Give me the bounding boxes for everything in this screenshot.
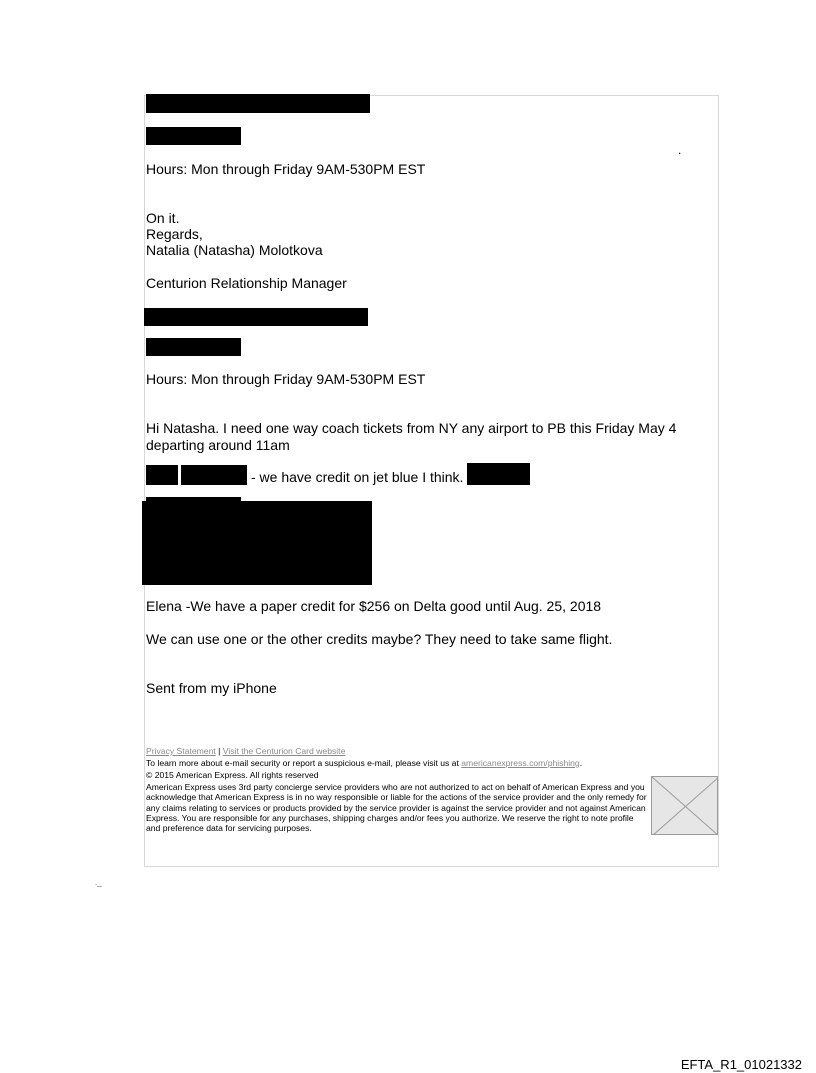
credit-note: - we have credit on jet blue I think. bbox=[251, 469, 464, 485]
credits-question: We can use one or the other credits maybe? They need to take same flight. bbox=[146, 631, 613, 647]
legal-disclaimer: American Express uses 3rd party concierge service providers who are not authorized to act on behalf of American Express and you acknowledge that American Express is in no way responsible or liable for the actions of the service provider and the only remedy for any claims relating to services or products provided by the service provider is against the service provider and not against American Express. You are responsible for any purchases, shipping charges and/or fees you authorize. We reserve the right to note profile and preference data for servicing purposes. bbox=[146, 782, 647, 834]
redaction-block bbox=[146, 338, 241, 356]
sender-name: Natalia (Natasha) Molotkova bbox=[146, 242, 323, 258]
redaction-block bbox=[181, 465, 247, 485]
security-period: . bbox=[579, 758, 583, 768]
request-message: Hi Natasha. I need one way coach tickets from NY any airport to PB this Friday May 4 departing around 11am bbox=[146, 420, 677, 453]
redaction-block bbox=[146, 465, 178, 485]
broken-image-icon bbox=[651, 776, 718, 835]
sender-title: Centurion Relationship Manager bbox=[146, 275, 347, 291]
redaction-block bbox=[142, 501, 372, 585]
redaction-block bbox=[144, 308, 368, 326]
security-notice bbox=[146, 758, 582, 768]
redaction-block bbox=[146, 94, 370, 113]
hours-text: Hours: Mon through Friday 9AM-530PM EST bbox=[146, 161, 426, 177]
hours-text: Hours: Mon through Friday 9AM-530PM EST bbox=[146, 371, 426, 387]
security-text: To learn more about e-mail security or report a suspicious e-mail, please visit us at bbox=[146, 758, 459, 768]
signature: Sent from my iPhone bbox=[146, 680, 277, 696]
reply-body: On it. bbox=[146, 210, 180, 226]
footer-links bbox=[146, 746, 345, 756]
bates-number: EFTA_R1_01021332 bbox=[680, 1057, 802, 1072]
elena-credit-text: Elena -We have a paper credit for $256 on Delta good until Aug. 25, 2018 bbox=[146, 598, 602, 614]
margin-mark: ._ bbox=[95, 878, 102, 887]
phishing-link[interactable]: americanexpress.com/phishing bbox=[461, 758, 580, 768]
link-separator: | bbox=[218, 746, 221, 756]
redaction-block bbox=[467, 463, 530, 485]
centurion-website-link[interactable]: Visit the Centurion Card website bbox=[222, 746, 346, 756]
privacy-statement-link[interactable]: Privacy Statement bbox=[146, 746, 216, 756]
redaction-block bbox=[146, 127, 241, 145]
stray-dot: . bbox=[678, 143, 682, 157]
copyright-text: © 2015 American Express. All rights reserved bbox=[146, 770, 319, 780]
regards-text: Regards, bbox=[146, 226, 203, 242]
